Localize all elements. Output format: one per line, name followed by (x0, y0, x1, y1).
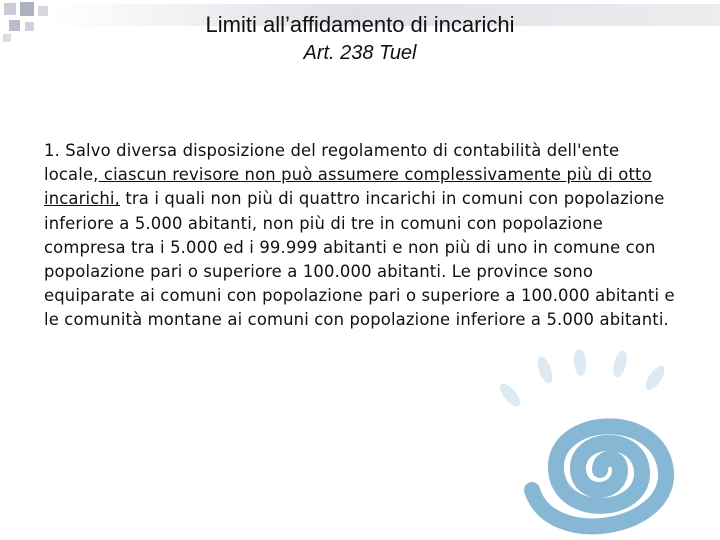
slide-title: Limiti all’affidamento di incarichi (205, 12, 515, 37)
spiral-sun-logo (480, 350, 720, 540)
slide-subtitle: Art. 238 Tuel (303, 42, 417, 64)
paragraph-text-end: tra i quali non più di quattro incarichi in comuni con popolazione inferiore a 5.000 abitanti, non più di tre in comuni con popolazione compresa tra i 5.000 ed i 99.999 abitanti e non più di uno in comune con popolazione pari o superiore a 100.000 abitanti. Le province sono equiparate ai comuni con popolazione pari o superiore a 100.000 abitanti e le comunità montane ai comuni con popolazione inferiore a 5.000 abitanti. (44, 189, 675, 330)
article-paragraph (44, 139, 676, 333)
paragraph-text-underlined: ciascun revisore non può assumere complessivamente più di otto incarichi, (44, 165, 652, 209)
paragraph-text-start: 1. Salvo diversa disposizione del regolamento di contabilità dell'ente locale, (44, 141, 620, 185)
